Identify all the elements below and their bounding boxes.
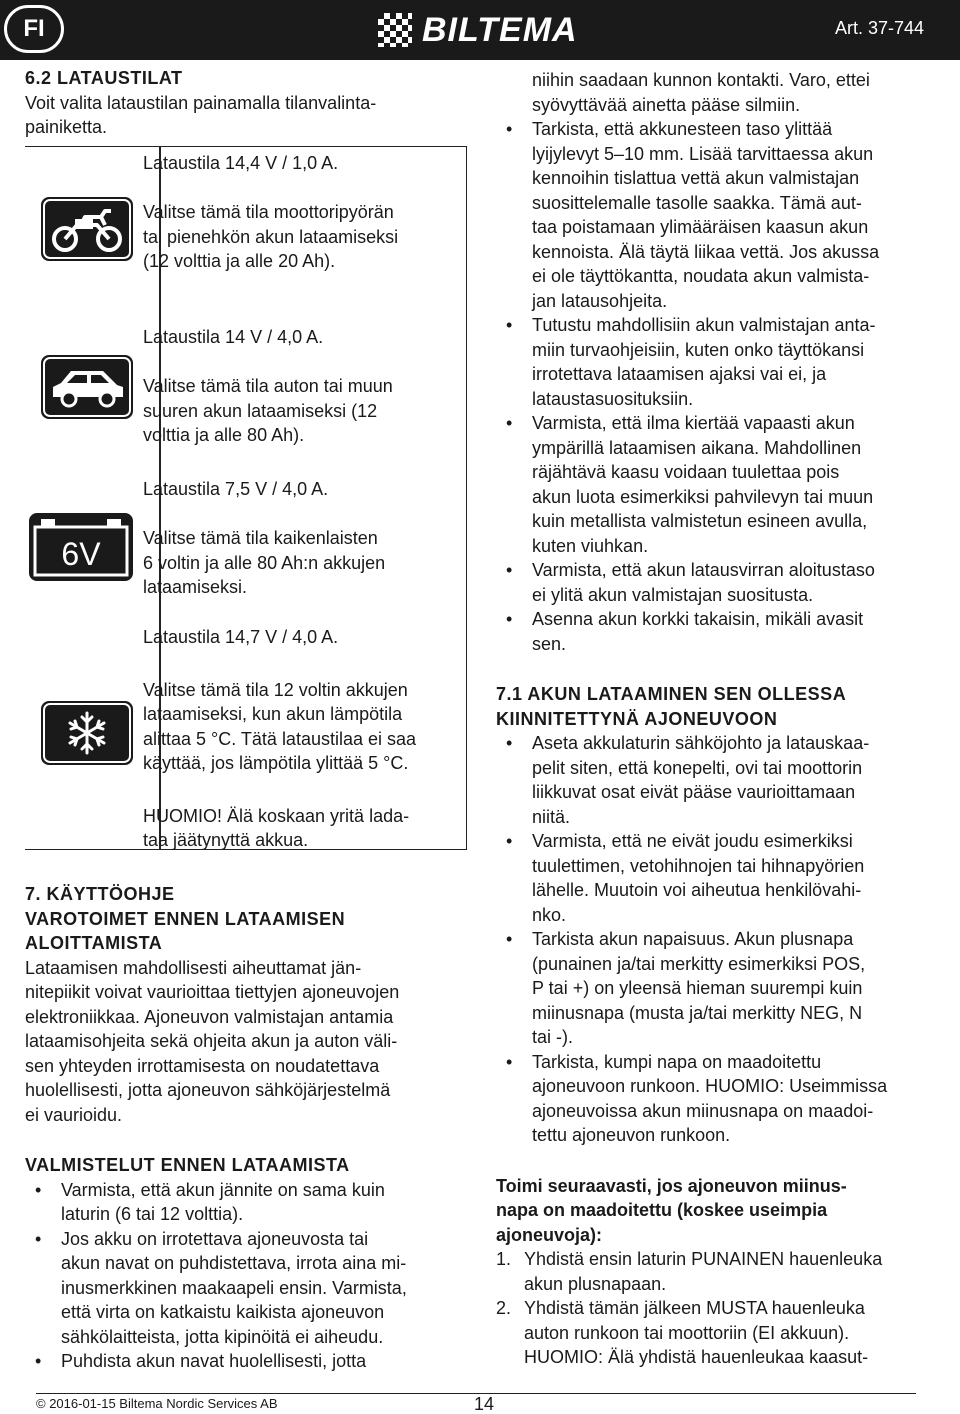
mode-line: Lataustila 14,7 V / 4,0 A. bbox=[143, 627, 339, 647]
precaution-list bbox=[496, 117, 941, 656]
list-item: • Puhdista akun navat huolellisesti, jotta bbox=[25, 1349, 470, 1374]
mode-line: Valitse tämä tila 12 voltin akkujen bbox=[143, 679, 408, 700]
checker-flag-icon bbox=[378, 13, 412, 47]
prep-list bbox=[25, 1178, 470, 1374]
list-item: • Asenna akun korkki takaisin, mikäli avasit sen. bbox=[496, 607, 941, 656]
mode-line: Valitse tämä tila moottoripyörän bbox=[143, 202, 394, 222]
mode-2-text bbox=[143, 325, 463, 448]
mode-line: volttia ja alle 80 Ah). bbox=[143, 425, 305, 445]
precaution-list bbox=[496, 68, 941, 117]
list-item: • Tarkista, että akkunesteen taso ylittää lyijylevyt 5–10 mm. Lisää tarvittaessa akun kennoihin tislattua vettä akun valmistajan suosittelemalle tasolle saakka. Tämä aut- taa poistamaan ylimääräisen kaasun akun kennoista. Älä täytä liikaa vettä. Jos akussa ei ole täyttökantta, noudata akun valmista- jan latausohjeita. bbox=[496, 117, 941, 313]
snowflake-icon bbox=[41, 701, 133, 765]
mode-1-text bbox=[143, 151, 463, 274]
body-line: elektroniikkaa. Ajoneuvon valmistajan antamia bbox=[25, 1006, 394, 1027]
steps-list bbox=[496, 1247, 941, 1370]
list-item: • Tarkista akun napaisuus. Akun plusnapa (punainen ja/tai merkitty esimerkiksi POS, P tai +) on yleensä hieman suurempi kuin miinusnapa (musta ja/tai merkitty NEG, N tai -). bbox=[496, 927, 941, 1050]
copyright: © 2016-01-15 Biltema Nordic Services AB bbox=[36, 1396, 278, 1411]
list-item: • Tutustu mahdollisiin akun valmistajan anta- miin turvaohjeisiin, kuten onko täyttökansi irrotettava lataamisen ajaksi vai ei, ja lataustasuosituksiin. bbox=[496, 313, 941, 411]
mode-line: taa jäätynyttä akkua. bbox=[143, 830, 309, 850]
brand-name: BILTEMA bbox=[422, 10, 578, 49]
section-7-1-heading: 7.1 AKUN LATAAMINEN SEN OLLESSA bbox=[496, 684, 847, 704]
list-item: • Jos akku on irrotettava ajoneuvosta tai akun navat on puhdistettava, irrota aina mi- inusmerkkinen maakaapeli ensin. Varmista, että virta on katkaistu kaikista ajoneuvon sähkölaitteista, jotta kipinöitä ei aiheudu. bbox=[25, 1227, 470, 1350]
step-item: 2. Yhdistä tämän jälkeen MUSTA hauenleuka auton runkoon tai moottoriin (EI akkuun). HUOMIO: Älä yhdistä hauenleukaa kaasut- bbox=[496, 1298, 869, 1367]
body-line: Lataamisen mahdollisesti aiheuttamat jän- bbox=[25, 957, 362, 978]
mode-4-text bbox=[143, 625, 463, 853]
minus-ground-heading: napa on maadoitettu (koskee useimpia bbox=[496, 1200, 828, 1220]
list-item: • Varmista, että akun latausvirran aloitustaso ei ylitä akun valmistajan suositusta. bbox=[496, 558, 941, 607]
vehicle-charge-list bbox=[496, 731, 941, 1148]
mode-line: Lataustila 14 V / 4,0 A. bbox=[143, 327, 324, 347]
section-6-2-heading: 6.2 LATAUSTILAT bbox=[25, 68, 183, 88]
body-line: sen yhteyden irrottamisesta on noudatettava bbox=[25, 1055, 380, 1076]
mode-line: Lataustila 7,5 V / 4,0 A. bbox=[143, 479, 329, 499]
mode-line: tai pienehkön akun lataamiseksi bbox=[143, 226, 399, 247]
mode-line: lataamiseksi, kun akun lämpötila bbox=[143, 704, 403, 724]
6v-label: 6V bbox=[61, 536, 101, 572]
6v-battery-icon bbox=[29, 513, 133, 581]
mode-3-text bbox=[143, 477, 463, 600]
list-item: • Varmista, että akun jännite on sama kuin laturin (6 tai 12 volttia). bbox=[25, 1178, 470, 1227]
list-item: • Varmista, että ne eivät joudu esimerkiksi tuulettimen, vetohihnojen tai hihnapyörien lähelle. Muutoin voi aiheutua henkilövahi- nko. bbox=[496, 829, 941, 927]
mode-line: HUOMIO! Älä koskaan yritä lada- bbox=[143, 805, 410, 826]
left-column-top bbox=[25, 66, 470, 140]
section-7-subheading: VAROTOIMET ENNEN LATAAMISEN bbox=[25, 908, 346, 929]
body-line: lataamisohjeita sekä ohjeita akun ja auton väli- bbox=[25, 1031, 398, 1051]
section-7-1-heading: KIINNITETTYNÄ AJONEUVOON bbox=[496, 708, 778, 729]
mode-line: lataamiseksi. bbox=[143, 577, 248, 597]
prep-heading: VALMISTELUT ENNEN LATAAMISTA bbox=[25, 1155, 350, 1175]
mode-line: 6 voltin ja alle 80 Ah:n akkujen bbox=[143, 552, 386, 573]
section-6-2-intro-line: Voit valita lataustilan painamalla tilanvalinta- bbox=[25, 92, 377, 113]
mode-line: suuren akun lataamiseksi (12 bbox=[143, 400, 378, 421]
mode-line: (12 volttia ja alle 20 Ah). bbox=[143, 251, 336, 271]
mode-line: käyttää, jos lämpötila ylittää 5 °C. bbox=[143, 753, 409, 773]
section-7-heading: 7. KÄYTTÖOHJE bbox=[25, 884, 175, 904]
section-7 bbox=[25, 882, 470, 1374]
mode-line: Lataustila 14,4 V / 1,0 A. bbox=[143, 153, 339, 173]
language-badge: FI bbox=[4, 5, 64, 53]
list-item-continuation: niihin saadaan kunnon kontakti. Varo, ettei syövyttävää ainetta pääse silmiin. bbox=[532, 70, 870, 115]
body-line: huolellisesti, jotta ajoneuvon sähköjärjestelmä bbox=[25, 1080, 391, 1100]
page-number: 14 bbox=[470, 1394, 498, 1414]
list-item: • Tarkista, kumpi napa on maadoitettu ajoneuvoon runkoon. HUOMIO: Useimmissa ajoneuvoissa akun miinusnapa on maadoi- tettu ajoneuvon runkoon. bbox=[496, 1050, 941, 1148]
page-header bbox=[0, 0, 960, 60]
charging-mode-table bbox=[25, 146, 467, 850]
mode-line: Valitse tämä tila kaikenlaisten bbox=[143, 528, 378, 548]
car-icon bbox=[41, 355, 133, 419]
minus-ground-heading: Toimi seuraavasti, jos ajoneuvon miinus- bbox=[496, 1175, 847, 1196]
minus-ground-heading: ajoneuvoja): bbox=[496, 1224, 603, 1245]
article-number: Art. 37-744 bbox=[834, 18, 924, 38]
mode-line: alittaa 5 °C. Tätä lataustilaa ei saa bbox=[143, 728, 417, 749]
body-line: nitepiikit voivat vaurioittaa tiettyjen ajoneuvojen bbox=[25, 982, 400, 1002]
mode-line: Valitse tämä tila auton tai muun bbox=[143, 376, 393, 396]
section-6-2-intro-line: painiketta. bbox=[25, 117, 108, 137]
right-column bbox=[496, 68, 941, 1370]
step-item: 1. Yhdistä ensin laturin PUNAINEN hauenleuka akun plusnapaan. bbox=[496, 1249, 883, 1294]
list-item: • Varmista, että ilma kiertää vapaasti akun ympärillä lataamisen aikana. Mahdollinen räjähtävä kaasu voidaan tuulettaa pois akun luota esimerkiksi pahvilevyn tai muun kuin metallista valmistetun esineen avulla, kuten viuhkan. bbox=[496, 411, 941, 558]
list-item: • Aseta akkulaturin sähköjohto ja latauskaa- pelit siten, että konepelti, ovi tai moottorin liikkuvat osat eivät pääse vaurioittamaan niitä. bbox=[496, 731, 941, 829]
motorcycle-icon bbox=[41, 197, 133, 261]
brand-logo bbox=[378, 12, 578, 48]
body-line: ei vaurioidu. bbox=[25, 1104, 123, 1125]
section-7-subheading: ALOITTAMISTA bbox=[25, 933, 163, 953]
